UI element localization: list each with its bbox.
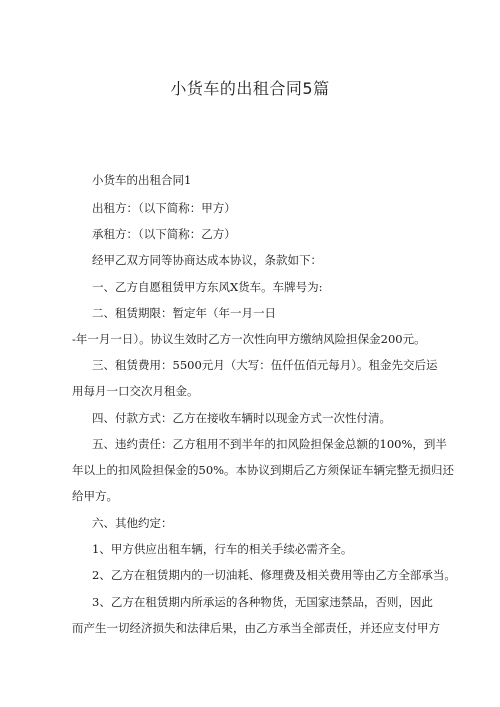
clause-1: 一、乙方自愿租赁甲方东风X货车。车牌号为: [92,280,323,294]
clause-2-cont: -年一月一日）。协议生效时乙方一次性向甲方缴纳风险担保金200元。 [72,332,426,346]
clause-6-item-1: 1、甲方供应出租车辆，行车的相关手续必需齐全。 [92,542,353,556]
clause-5: 五、违约责任：乙方租用不到半年的扣风险担保金总额的100%，到半 [92,437,447,451]
clause-3-cont: 用每月一口交次月租金。 [72,384,199,398]
clause-6-item-2: 2、乙方在租赁期内的一切油耗、修理费及相关费用等由乙方全部承当。 [92,568,456,582]
lessee-line: 承租方：（以下简称：乙方） [92,227,236,241]
clause-5-cont-2: 给甲方。 [72,489,118,503]
document-title: 小货车的出租合同5篇 [170,79,330,98]
clause-2: 二、租赁期限：暂定年（年一月一日 [92,306,276,320]
clause-6-item-3-cont: 而产生一切经济损失和法律后果，由乙方承当全部责任，并还应支付甲方 [72,621,440,635]
clause-3: 三、租赁费用：5500元月（大写：伍仟伍佰元每月）。租金先交后运 [92,358,438,372]
lessor-line: 出租方：（以下简称：甲方） [92,201,236,215]
agreement-intro: 经甲乙双方同等协商达成本协议，条款如下： [92,253,322,267]
section-heading: 小货车的出租合同1 [92,173,192,187]
clause-6: 六、其他约定： [92,516,173,530]
clause-6-item-3: 3、乙方在租赁期内所承运的各种物货，无国家违禁品，否则，因此 [92,595,433,609]
clause-4: 四、付款方式：乙方在接收车辆时以现金方式一次性付清。 [92,411,391,425]
clause-5-cont: 年以上的扣风险担保金的50%。本协议到期后乙方须保证车辆完整无损归还 [72,463,455,477]
